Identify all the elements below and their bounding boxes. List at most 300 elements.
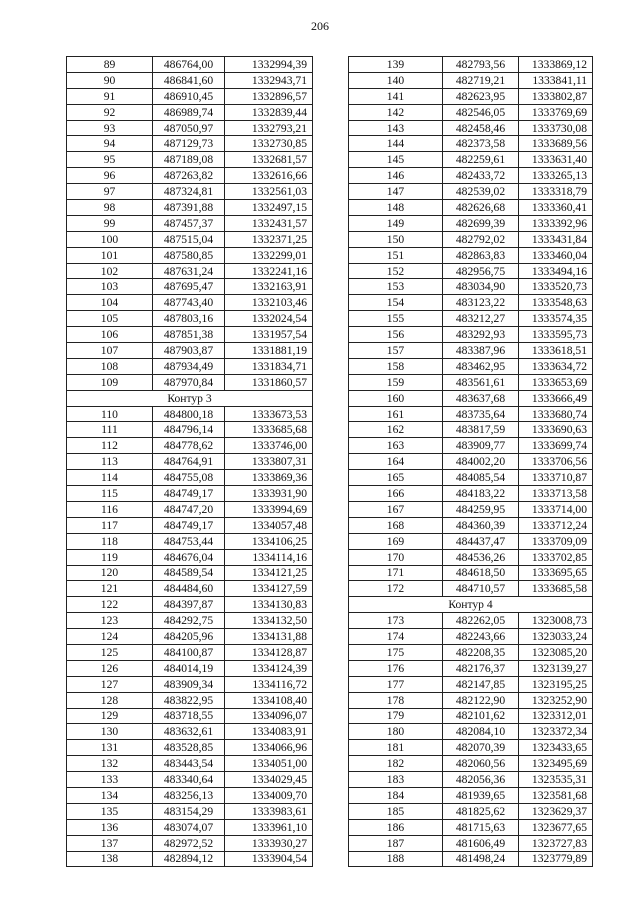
y-coordinate-cell: 1333653,69 [519, 374, 593, 390]
point-number-cell: 102 [67, 263, 153, 279]
x-coordinate-cell: 482147,85 [443, 676, 519, 692]
x-coordinate-cell: 481606,49 [443, 835, 519, 851]
point-number-cell: 117 [67, 517, 153, 533]
table-row [349, 263, 593, 279]
point-number-cell: 138 [67, 851, 153, 867]
table-row [67, 629, 313, 645]
x-coordinate-cell: 482546,05 [443, 104, 519, 120]
y-coordinate-cell: 1333689,56 [519, 136, 593, 152]
point-number-cell: 128 [67, 692, 153, 708]
x-coordinate-cell: 481825,62 [443, 803, 519, 819]
y-coordinate-cell: 1332616,66 [225, 168, 313, 184]
y-coordinate-cell: 1323495,69 [519, 756, 593, 772]
x-coordinate-cell: 484749,17 [153, 517, 225, 533]
table-row [67, 708, 313, 724]
point-number-cell: 106 [67, 327, 153, 343]
y-coordinate-cell: 1334108,40 [225, 692, 313, 708]
point-number-cell: 90 [67, 72, 153, 88]
x-coordinate-cell: 484796,14 [153, 422, 225, 438]
point-number-cell: 124 [67, 629, 153, 645]
x-coordinate-cell: 484397,87 [153, 597, 225, 613]
table-row [349, 629, 593, 645]
table-row [67, 263, 313, 279]
table-row [67, 724, 313, 740]
y-coordinate-cell: 1334096,07 [225, 708, 313, 724]
y-coordinate-cell: 1323252,90 [519, 692, 593, 708]
table-row [349, 676, 593, 692]
table-row [67, 501, 313, 517]
table-row [349, 501, 593, 517]
y-coordinate-cell: 1334132,50 [225, 613, 313, 629]
table-row [349, 120, 593, 136]
y-coordinate-cell: 1332024,54 [225, 311, 313, 327]
x-coordinate-cell: 484753,44 [153, 533, 225, 549]
x-coordinate-cell: 482243,66 [443, 629, 519, 645]
point-number-cell: 137 [67, 835, 153, 851]
table-row [67, 803, 313, 819]
table-row [349, 311, 593, 327]
y-coordinate-cell: 1323535,31 [519, 772, 593, 788]
table-row [67, 756, 313, 772]
point-number-cell: 172 [349, 581, 443, 597]
x-coordinate-cell: 487695,47 [153, 279, 225, 295]
table-row [349, 565, 593, 581]
x-coordinate-cell: 481715,63 [443, 819, 519, 835]
x-coordinate-cell: 483256,13 [153, 787, 225, 803]
y-coordinate-cell: 1333714,00 [519, 501, 593, 517]
y-coordinate-cell: 1334051,00 [225, 756, 313, 772]
x-coordinate-cell: 484710,57 [443, 581, 519, 597]
x-coordinate-cell: 486910,45 [153, 88, 225, 104]
table-row [349, 486, 593, 502]
point-number-cell: 181 [349, 740, 443, 756]
point-number-cell: 176 [349, 660, 443, 676]
y-coordinate-cell: 1323372,34 [519, 724, 593, 740]
x-coordinate-cell: 481939,65 [443, 787, 519, 803]
table-row [67, 676, 313, 692]
y-coordinate-cell: 1333807,31 [225, 454, 313, 470]
y-coordinate-cell: 1333595,73 [519, 327, 593, 343]
point-number-cell: 175 [349, 644, 443, 660]
table-row [349, 708, 593, 724]
table-row [349, 644, 593, 660]
point-number-cell: 116 [67, 501, 153, 517]
x-coordinate-cell: 484747,20 [153, 501, 225, 517]
point-number-cell: 115 [67, 486, 153, 502]
table-row [67, 57, 313, 73]
table-row [67, 343, 313, 359]
y-coordinate-cell: 1333460,04 [519, 247, 593, 263]
table-row [67, 438, 313, 454]
table-row [349, 343, 593, 359]
y-coordinate-cell: 1331834,71 [225, 358, 313, 374]
x-coordinate-cell: 483817,59 [443, 422, 519, 438]
x-coordinate-cell: 487263,82 [153, 168, 225, 184]
x-coordinate-cell: 482070,39 [443, 740, 519, 756]
table-row [67, 533, 313, 549]
point-number-cell: 122 [67, 597, 153, 613]
x-coordinate-cell: 484749,17 [153, 486, 225, 502]
table-row [67, 374, 313, 390]
y-coordinate-cell: 1333392,96 [519, 215, 593, 231]
point-number-cell: 159 [349, 374, 443, 390]
point-number-cell: 129 [67, 708, 153, 724]
y-coordinate-cell: 1333709,09 [519, 533, 593, 549]
x-coordinate-cell: 484205,96 [153, 629, 225, 645]
point-number-cell: 142 [349, 104, 443, 120]
point-number-cell: 155 [349, 311, 443, 327]
y-coordinate-cell: 1333548,63 [519, 295, 593, 311]
x-coordinate-cell: 484778,62 [153, 438, 225, 454]
point-number-cell: 91 [67, 88, 153, 104]
table-row [67, 470, 313, 486]
table-row [67, 565, 313, 581]
point-number-cell: 100 [67, 231, 153, 247]
point-number-cell: 127 [67, 676, 153, 692]
x-coordinate-cell: 484755,08 [153, 470, 225, 486]
point-number-cell: 101 [67, 247, 153, 263]
x-coordinate-cell: 484437,47 [443, 533, 519, 549]
section-header-row [67, 390, 313, 406]
x-coordinate-cell: 482176,37 [443, 660, 519, 676]
point-number-cell: 177 [349, 676, 443, 692]
x-coordinate-cell: 482699,39 [443, 215, 519, 231]
table-row [67, 486, 313, 502]
y-coordinate-cell: 1334128,87 [225, 644, 313, 660]
x-coordinate-cell: 482208,35 [443, 644, 519, 660]
x-coordinate-cell: 482084,10 [443, 724, 519, 740]
y-coordinate-cell: 1332497,15 [225, 200, 313, 216]
point-number-cell: 93 [67, 120, 153, 136]
point-number-cell: 180 [349, 724, 443, 740]
x-coordinate-cell: 487851,38 [153, 327, 225, 343]
x-coordinate-cell: 483034,90 [443, 279, 519, 295]
x-coordinate-cell: 482056,36 [443, 772, 519, 788]
point-number-cell: 99 [67, 215, 153, 231]
y-coordinate-cell: 1323085,20 [519, 644, 593, 660]
x-coordinate-cell: 482433,72 [443, 168, 519, 184]
y-coordinate-cell: 1332896,57 [225, 88, 313, 104]
table-row [349, 851, 593, 867]
x-coordinate-cell: 486841,60 [153, 72, 225, 88]
y-coordinate-cell: 1331881,19 [225, 343, 313, 359]
point-number-cell: 164 [349, 454, 443, 470]
table-row [349, 374, 593, 390]
x-coordinate-cell: 484292,75 [153, 613, 225, 629]
y-coordinate-cell: 1333265,13 [519, 168, 593, 184]
y-coordinate-cell: 1333520,73 [519, 279, 593, 295]
y-coordinate-cell: 1333802,87 [519, 88, 593, 104]
table-row [349, 295, 593, 311]
x-coordinate-cell: 487970,84 [153, 374, 225, 390]
x-coordinate-cell: 483735,64 [443, 406, 519, 422]
table-row [349, 613, 593, 629]
x-coordinate-cell: 483462,95 [443, 358, 519, 374]
x-coordinate-cell: 482101,62 [443, 708, 519, 724]
table-row [349, 517, 593, 533]
point-number-cell: 92 [67, 104, 153, 120]
point-number-cell: 108 [67, 358, 153, 374]
x-coordinate-cell: 484002,20 [443, 454, 519, 470]
table-row [349, 724, 593, 740]
y-coordinate-cell: 1333712,24 [519, 517, 593, 533]
point-number-cell: 143 [349, 120, 443, 136]
y-coordinate-cell: 1332241,16 [225, 263, 313, 279]
point-number-cell: 147 [349, 184, 443, 200]
point-number-cell: 187 [349, 835, 443, 851]
table-row [67, 597, 313, 613]
y-coordinate-cell: 1333431,84 [519, 231, 593, 247]
y-coordinate-cell: 1333574,35 [519, 311, 593, 327]
x-coordinate-cell: 482259,61 [443, 152, 519, 168]
table-row [67, 549, 313, 565]
point-number-cell: 119 [67, 549, 153, 565]
table-row [349, 406, 593, 422]
y-coordinate-cell: 1333360,41 [519, 200, 593, 216]
y-coordinate-cell: 1332371,25 [225, 231, 313, 247]
point-number-cell: 136 [67, 819, 153, 835]
y-coordinate-cell: 1334066,96 [225, 740, 313, 756]
y-coordinate-cell: 1333841,11 [519, 72, 593, 88]
point-number-cell: 94 [67, 136, 153, 152]
table-row [67, 851, 313, 867]
x-coordinate-cell: 484800,18 [153, 406, 225, 422]
point-number-cell: 157 [349, 343, 443, 359]
table-row [67, 88, 313, 104]
section-title: Контур 3 [67, 390, 313, 406]
point-number-cell: 178 [349, 692, 443, 708]
point-number-cell: 120 [67, 565, 153, 581]
point-number-cell: 185 [349, 803, 443, 819]
table-row [349, 549, 593, 565]
point-number-cell: 107 [67, 343, 153, 359]
y-coordinate-cell: 1323312,01 [519, 708, 593, 724]
table-row [349, 358, 593, 374]
y-coordinate-cell: 1333690,63 [519, 422, 593, 438]
y-coordinate-cell: 1333702,85 [519, 549, 593, 565]
x-coordinate-cell: 482719,21 [443, 72, 519, 88]
point-number-cell: 104 [67, 295, 153, 311]
table-row [349, 279, 593, 295]
point-number-cell: 171 [349, 565, 443, 581]
x-coordinate-cell: 482894,12 [153, 851, 225, 867]
y-coordinate-cell: 1323629,37 [519, 803, 593, 819]
point-number-cell: 161 [349, 406, 443, 422]
table-row [349, 390, 593, 406]
x-coordinate-cell: 483637,68 [443, 390, 519, 406]
point-number-cell: 103 [67, 279, 153, 295]
table-row [67, 660, 313, 676]
x-coordinate-cell: 482458,46 [443, 120, 519, 136]
x-coordinate-cell: 483154,29 [153, 803, 225, 819]
y-coordinate-cell: 1323195,25 [519, 676, 593, 692]
table-row [349, 581, 593, 597]
table-row [349, 740, 593, 756]
table-row [349, 72, 593, 88]
x-coordinate-cell: 484618,50 [443, 565, 519, 581]
point-number-cell: 113 [67, 454, 153, 470]
point-number-cell: 169 [349, 533, 443, 549]
x-coordinate-cell: 483632,61 [153, 724, 225, 740]
y-coordinate-cell: 1333318,79 [519, 184, 593, 200]
x-coordinate-cell: 487391,88 [153, 200, 225, 216]
point-number-cell: 135 [67, 803, 153, 819]
y-coordinate-cell: 1334009,70 [225, 787, 313, 803]
x-coordinate-cell: 482863,83 [443, 247, 519, 263]
x-coordinate-cell: 483561,61 [443, 374, 519, 390]
y-coordinate-cell: 1323727,83 [519, 835, 593, 851]
table-row [349, 247, 593, 263]
table-row [67, 72, 313, 88]
table-row [67, 184, 313, 200]
x-coordinate-cell: 487189,08 [153, 152, 225, 168]
x-coordinate-cell: 483909,34 [153, 676, 225, 692]
point-number-cell: 188 [349, 851, 443, 867]
table-row [349, 231, 593, 247]
table-row [67, 279, 313, 295]
table-row [67, 120, 313, 136]
y-coordinate-cell: 1333631,40 [519, 152, 593, 168]
table-row [349, 438, 593, 454]
point-number-cell: 149 [349, 215, 443, 231]
point-number-cell: 97 [67, 184, 153, 200]
x-coordinate-cell: 482792,02 [443, 231, 519, 247]
x-coordinate-cell: 484676,04 [153, 549, 225, 565]
table-row [349, 772, 593, 788]
y-coordinate-cell: 1334106,25 [225, 533, 313, 549]
y-coordinate-cell: 1333869,12 [519, 57, 593, 73]
x-coordinate-cell: 483340,64 [153, 772, 225, 788]
x-coordinate-cell: 487631,24 [153, 263, 225, 279]
y-coordinate-cell: 1331860,57 [225, 374, 313, 390]
table-row [67, 136, 313, 152]
table-row [349, 168, 593, 184]
page-number: 206 [311, 19, 329, 33]
point-number-cell: 150 [349, 231, 443, 247]
y-coordinate-cell: 1332839,44 [225, 104, 313, 120]
x-coordinate-cell: 483212,27 [443, 311, 519, 327]
table-row [67, 422, 313, 438]
y-coordinate-cell: 1334131,88 [225, 629, 313, 645]
table-row [349, 104, 593, 120]
table-row [349, 136, 593, 152]
x-coordinate-cell: 483387,96 [443, 343, 519, 359]
table-row [349, 152, 593, 168]
table-row [67, 104, 313, 120]
x-coordinate-cell: 487050,97 [153, 120, 225, 136]
point-number-cell: 110 [67, 406, 153, 422]
table-row [349, 835, 593, 851]
x-coordinate-cell: 482373,58 [443, 136, 519, 152]
y-coordinate-cell: 1333618,51 [519, 343, 593, 359]
table-row [67, 406, 313, 422]
x-coordinate-cell: 483443,54 [153, 756, 225, 772]
table-row [349, 57, 593, 73]
point-number-cell: 140 [349, 72, 443, 88]
table-row [349, 470, 593, 486]
y-coordinate-cell: 1334124,39 [225, 660, 313, 676]
y-coordinate-cell: 1333983,61 [225, 803, 313, 819]
x-coordinate-cell: 481498,24 [443, 851, 519, 867]
point-number-cell: 153 [349, 279, 443, 295]
table-row [67, 168, 313, 184]
x-coordinate-cell: 484536,26 [443, 549, 519, 565]
table-row [67, 295, 313, 311]
y-coordinate-cell: 1332793,21 [225, 120, 313, 136]
x-coordinate-cell: 482793,56 [443, 57, 519, 73]
y-coordinate-cell: 1332943,71 [225, 72, 313, 88]
x-coordinate-cell: 487129,73 [153, 136, 225, 152]
y-coordinate-cell: 1334116,72 [225, 676, 313, 692]
point-number-cell: 152 [349, 263, 443, 279]
y-coordinate-cell: 1323008,73 [519, 613, 593, 629]
y-coordinate-cell: 1333710,87 [519, 470, 593, 486]
table-row [67, 517, 313, 533]
point-number-cell: 96 [67, 168, 153, 184]
table-row [67, 692, 313, 708]
table-row [67, 327, 313, 343]
table-row [349, 327, 593, 343]
table-row [67, 772, 313, 788]
y-coordinate-cell: 1332681,57 [225, 152, 313, 168]
point-number-cell: 186 [349, 819, 443, 835]
x-coordinate-cell: 482972,52 [153, 835, 225, 851]
point-number-cell: 130 [67, 724, 153, 740]
y-coordinate-cell: 1334127,59 [225, 581, 313, 597]
y-coordinate-cell: 1333994,69 [225, 501, 313, 517]
table-row [67, 581, 313, 597]
y-coordinate-cell: 1331957,54 [225, 327, 313, 343]
y-coordinate-cell: 1333494,16 [519, 263, 593, 279]
point-number-cell: 162 [349, 422, 443, 438]
point-number-cell: 167 [349, 501, 443, 517]
x-coordinate-cell: 487515,04 [153, 231, 225, 247]
y-coordinate-cell: 1333685,68 [225, 422, 313, 438]
x-coordinate-cell: 484259,95 [443, 501, 519, 517]
table-row [67, 835, 313, 851]
point-number-cell: 184 [349, 787, 443, 803]
table-row [67, 231, 313, 247]
y-coordinate-cell: 1332103,46 [225, 295, 313, 311]
x-coordinate-cell: 482623,95 [443, 88, 519, 104]
y-coordinate-cell: 1334083,91 [225, 724, 313, 740]
y-coordinate-cell: 1332299,01 [225, 247, 313, 263]
table-row [349, 422, 593, 438]
point-number-cell: 126 [67, 660, 153, 676]
y-coordinate-cell: 1333634,72 [519, 358, 593, 374]
x-coordinate-cell: 484764,91 [153, 454, 225, 470]
y-coordinate-cell: 1333699,74 [519, 438, 593, 454]
point-number-cell: 131 [67, 740, 153, 756]
point-number-cell: 118 [67, 533, 153, 549]
table-row [349, 787, 593, 803]
point-number-cell: 160 [349, 390, 443, 406]
y-coordinate-cell: 1332730,85 [225, 136, 313, 152]
point-number-cell: 182 [349, 756, 443, 772]
table-row [67, 740, 313, 756]
table-row [349, 533, 593, 549]
x-coordinate-cell: 487903,87 [153, 343, 225, 359]
x-coordinate-cell: 483909,77 [443, 438, 519, 454]
y-coordinate-cell: 1334114,16 [225, 549, 313, 565]
coordinates-table-left [66, 56, 313, 867]
x-coordinate-cell: 487457,37 [153, 215, 225, 231]
table-row [67, 215, 313, 231]
point-number-cell: 151 [349, 247, 443, 263]
point-number-cell: 134 [67, 787, 153, 803]
point-number-cell: 145 [349, 152, 443, 168]
y-coordinate-cell: 1332163,91 [225, 279, 313, 295]
